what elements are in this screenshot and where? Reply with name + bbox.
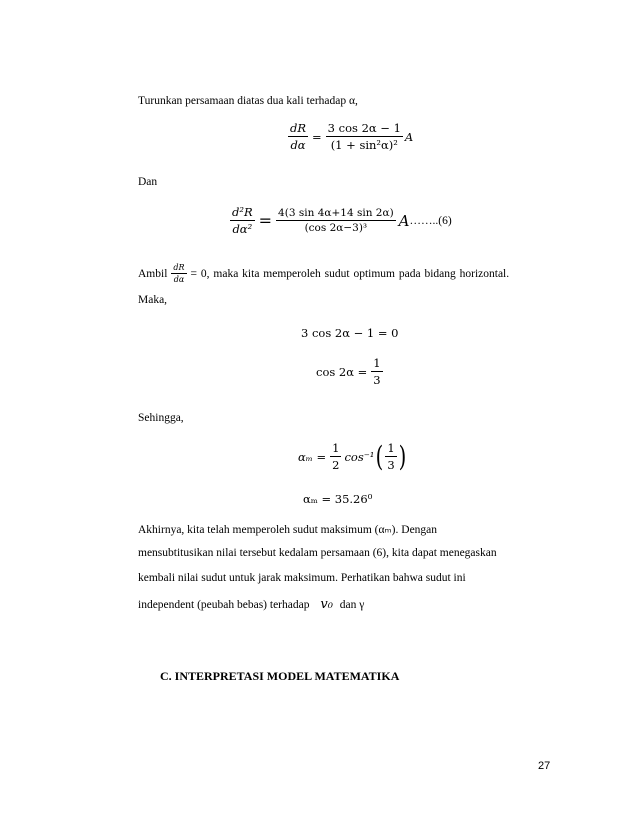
eq1-lhs-den: dα (290, 138, 306, 152)
eq5-func: cos⁻¹ (344, 449, 375, 464)
eq2-lhs-fraction (230, 205, 255, 236)
ambil-line (138, 263, 550, 284)
eq2-rhs-fraction (276, 207, 396, 234)
paragraph-line-4-before: independent (peubah bebas) terhadap (138, 599, 310, 611)
paragraph-line-4-after: dan γ (339, 599, 365, 611)
eq1-rhs-num: 3 cos 2α − 1 (327, 121, 401, 135)
eq5-lhs: αₘ = (298, 449, 327, 464)
eq1-lhs-fraction (288, 121, 308, 152)
eq2-rhs-den: (cos 2α−3)³ (304, 222, 368, 234)
eq5-arg-num: 1 (387, 441, 395, 455)
eq5-left-paren: ( (376, 439, 384, 473)
page-number: 27 (538, 760, 551, 772)
eq5-half-fraction (330, 441, 341, 472)
eq5-arg-den: 3 (387, 458, 395, 472)
paragraph-line-2: mensubtitusikan nilai tersebut kedalam persamaan (6), kita dapat menegaskan (138, 547, 497, 559)
dan-label: Dan (138, 176, 158, 188)
eq5-half-den: 2 (332, 458, 340, 472)
eq4-fraction (371, 356, 382, 387)
ambil-rest: = 0, maka kita memperoleh sudut optimum pada bidang horizontal. (190, 267, 510, 280)
eq4-den: 3 (373, 373, 381, 387)
eq5-arg-fraction (385, 441, 396, 472)
eq1-suffix: A (404, 129, 414, 144)
eq1-lhs-num: dR (290, 121, 307, 135)
ambil-prefix: Ambil (138, 267, 168, 280)
paragraph-line-4 (138, 597, 364, 612)
paragraph-line-3: kembali nilai sudut untuk jarak maksimum. Perhatikan bahwa sudut ini (138, 572, 466, 584)
eq1-rhs-den: (1 + sin²α)² (330, 138, 398, 152)
equation-1: $\frac{dR}{d\alpha}$ = $\frac{3 \cos 2\alpha - 1}{\text{(1 + sin²α)²}}$ A (290, 121, 414, 152)
ambil-fraction (171, 263, 186, 284)
sehingga-label: Sehingga, (138, 412, 184, 424)
paragraph-line-1: Akhirnya, kita telah memperoleh sudut maksimum (αₘ). Dengan (138, 524, 438, 536)
equation-4 (316, 356, 383, 387)
section-heading: C. INTERPRETASI MODEL MATEMATIKA (160, 669, 400, 683)
equation-2: $\frac{\text{d²R}}{\text{dα²}}$ = $\frac{4(3 \sin 4\alpha+14 \sin 2\alpha)}{\text{(cos 2α−3)³}}$ A ……..(6) (232, 205, 452, 236)
paragraph-line-4-var: v₀ (320, 597, 333, 612)
maka-label: Maka, (138, 294, 168, 306)
eq4-lhs: cos 2α = (316, 364, 368, 379)
eq2-lhs-num: d²R (232, 205, 253, 219)
eq2-tag: ……..(6) (409, 214, 452, 227)
eq5-right-paren: ) (398, 439, 406, 473)
ambil-frac-num: dR (173, 263, 185, 272)
equation-3: 3 cos 2α − 1 = 0 (301, 326, 399, 340)
eq4-num: 1 (373, 356, 381, 370)
eq2-rhs-num: 4(3 sin 4α+14 sin 2α) (278, 207, 394, 219)
ambil-frac-den: dα (173, 275, 185, 284)
eq2-suffix: A (398, 211, 410, 230)
eq5-half-num: 1 (332, 441, 340, 455)
eq1-rhs-fraction (326, 121, 403, 152)
equation-5 (298, 441, 408, 472)
equation-6: αₘ = 35.26⁰ (303, 492, 373, 506)
eq2-lhs-den: dα² (232, 222, 253, 236)
intro-text: Turunkan persamaan diatas dua kali terhadap α, (138, 95, 358, 107)
